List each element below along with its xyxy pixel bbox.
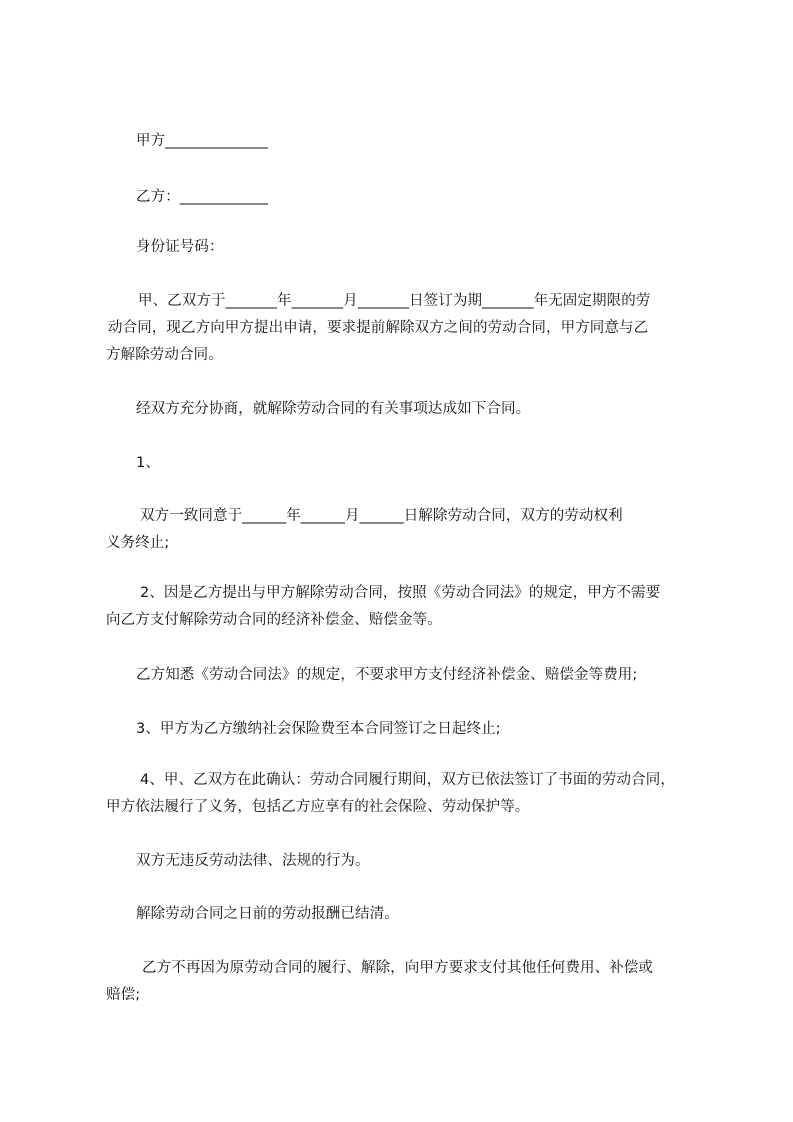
item-2-followup-text: 乙方知悉《劳动合同法》的规定，不要求甲方支付经济补偿金、赔偿金等费用; — [136, 667, 638, 683]
item-4-line-2: 甲方依法履行了义务，包括乙方应享有的社会保险、劳动保护等。 — [106, 799, 530, 815]
item-1-label: 1、 — [136, 455, 160, 471]
item-1-line-1: 双方一致同意于______年______月______日解除劳动合同，双方的劳动权利 — [140, 508, 623, 524]
no-further-claims-line-1: 乙方不再因为原劳动合同的履行、解除，向甲方要求支付其他任何费用、补偿或 — [142, 960, 653, 976]
item-1-line-2: 义务终止; — [106, 535, 170, 551]
item-1-number — [136, 450, 742, 477]
party-a-line — [136, 128, 742, 155]
no-further-claims-paragraph — [106, 955, 712, 1009]
item-2-line-2: 向乙方支付解除劳动合同的经济补偿金、赔偿金等。 — [106, 612, 442, 628]
item-3-text: 3、甲方为乙方缴纳社会保险费至本合同签订之日起终止; — [136, 721, 501, 737]
id-number-line — [136, 234, 742, 261]
wages-settled-paragraph — [136, 901, 742, 928]
item-2-paragraph — [106, 580, 712, 634]
intro-line-2: 动合同，现乙方向甲方提出申请，要求提前解除双方之间的劳动合同，甲方同意与乙 — [108, 320, 649, 336]
wages-settled-text: 解除劳动合同之日前的劳动报酬已结清。 — [136, 906, 399, 922]
item-1-paragraph — [106, 503, 712, 557]
intro-line-1: 甲、乙双方于_______年_______月_______日签订为期_______年无固定期限的劳 — [138, 293, 651, 309]
no-violation-text: 双方无违反劳动法律、法规的行为。 — [136, 853, 370, 869]
intro-line-3: 方解除劳动合同。 — [106, 347, 223, 363]
item-2-line-1: 2、因是乙方提出与甲方解除劳动合同，按照《劳动合同法》的规定，甲方不需要 — [140, 585, 661, 601]
party-b-line — [136, 184, 742, 211]
party-b-text: 乙方：____________ — [136, 189, 268, 205]
party-a-text: 甲方______________ — [136, 133, 269, 149]
item-4-line-1: 4、甲、乙双方在此确认：劳动合同履行期间，双方已依法签订了书面的劳动合同， — [140, 772, 675, 788]
intro-paragraph — [106, 288, 712, 369]
negotiation-paragraph — [136, 396, 742, 423]
item-2-followup-paragraph — [136, 662, 742, 689]
item-4-paragraph — [106, 767, 712, 821]
no-further-claims-line-2: 赔偿; — [106, 987, 141, 1003]
negotiation-text: 经双方充分协商，就解除劳动合同的有关事项达成如下合同。 — [136, 401, 531, 417]
item-3-paragraph — [136, 716, 742, 743]
id-number-label: 身份证号码： — [136, 239, 224, 255]
no-violation-paragraph — [136, 848, 742, 875]
